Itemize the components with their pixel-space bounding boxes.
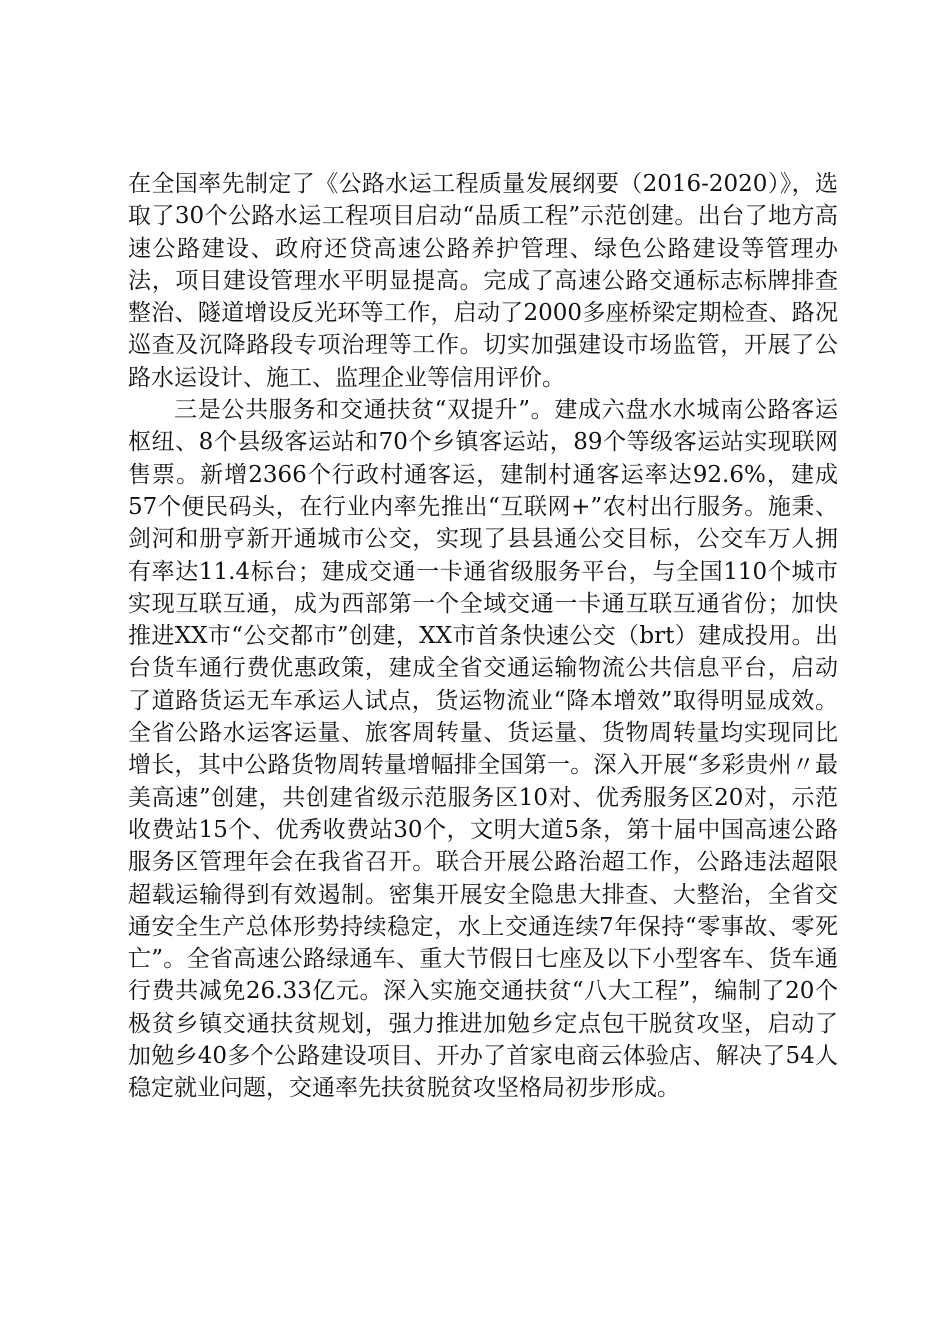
document-page xyxy=(128,168,838,1105)
paragraph-2: 三是公共服务和交通扶贫“双提升”。建成六盘水水城南公路客运枢纽、8个县级客运站和70个乡镇客运站，89个等级客运站实现联网售票。新增2366个行政村通客运，建制村通客运率达92.6%，建成57个便民码头，在行业内率先推出“互联网+”农村出行服务。施秉、剑河和册亨新开通城市公交，实现了县县通公交目标，公交车万人拥有率达11.4标台；建成交通一卡通省级服务平台，与全国110个城市实现互联互通，成为西部第一个全域交通一卡通互联互通省份；加快推进XX市“公交都市”创建，XX市首条快速公交（brt）建成投用。出台货车通行费优惠政策，建成全省交通运输物流公共信息平台，启动了道路货运无车承运人试点，货运物流业“降本增效”取得明显成效。全省公路水运客运量、旅客周转量、货运量、货物周转量均实现同比增长，其中公路货物周转量增幅排全国第一。深入开展“多彩贵州〃最美高速”创建，共创建省级示范服务区10对、优秀服务区20对，示范收费站15个、优秀收费站30个，文明大道5条，第十届中国高速公路服务区管理年会在我省召开。联合开展公路治超工作，公路违法超限超载运输得到有效遏制。密集开展安全隐患大排查、大整治，全省交通安全生产总体形势持续稳定，水上交通连续7年保持“零事故、零死亡”。全省高速公路绿通车、重大节假日七座及以下小型客车、货车通行费共减免26.33亿元。深入实施交通扶贫“八大工程”，编制了20个极贫乡镇交通扶贫规划，强力推进加勉乡定点包干脱贫攻坚，启动了加勉乡40多个公路建设项目、开办了首家电商云体验店、解决了54人稳定就业问题，交通率先扶贫脱贫攻坚格局初步形成。 xyxy=(128,397,838,1102)
paragraph-1: 在全国率先制定了《公路水运工程质量发展纲要（2016-2020）》，选取了30个公路水运工程项目启动“品质工程”示范创建。出台了地方高速公路建设、政府还贷高速公路养护管理、绿色公路建设等管理办法，项目建设管理水平明显提高。完成了高速公路交通标志标牌排查整治、隧道增设反光环等工作，启动了2000多座桥梁定期检查、路况巡查及沉降路段专项治理等工作。切实加强建设市场监管，开展了公路水运设计、施工、监理企业等信用评价。 xyxy=(128,171,838,391)
